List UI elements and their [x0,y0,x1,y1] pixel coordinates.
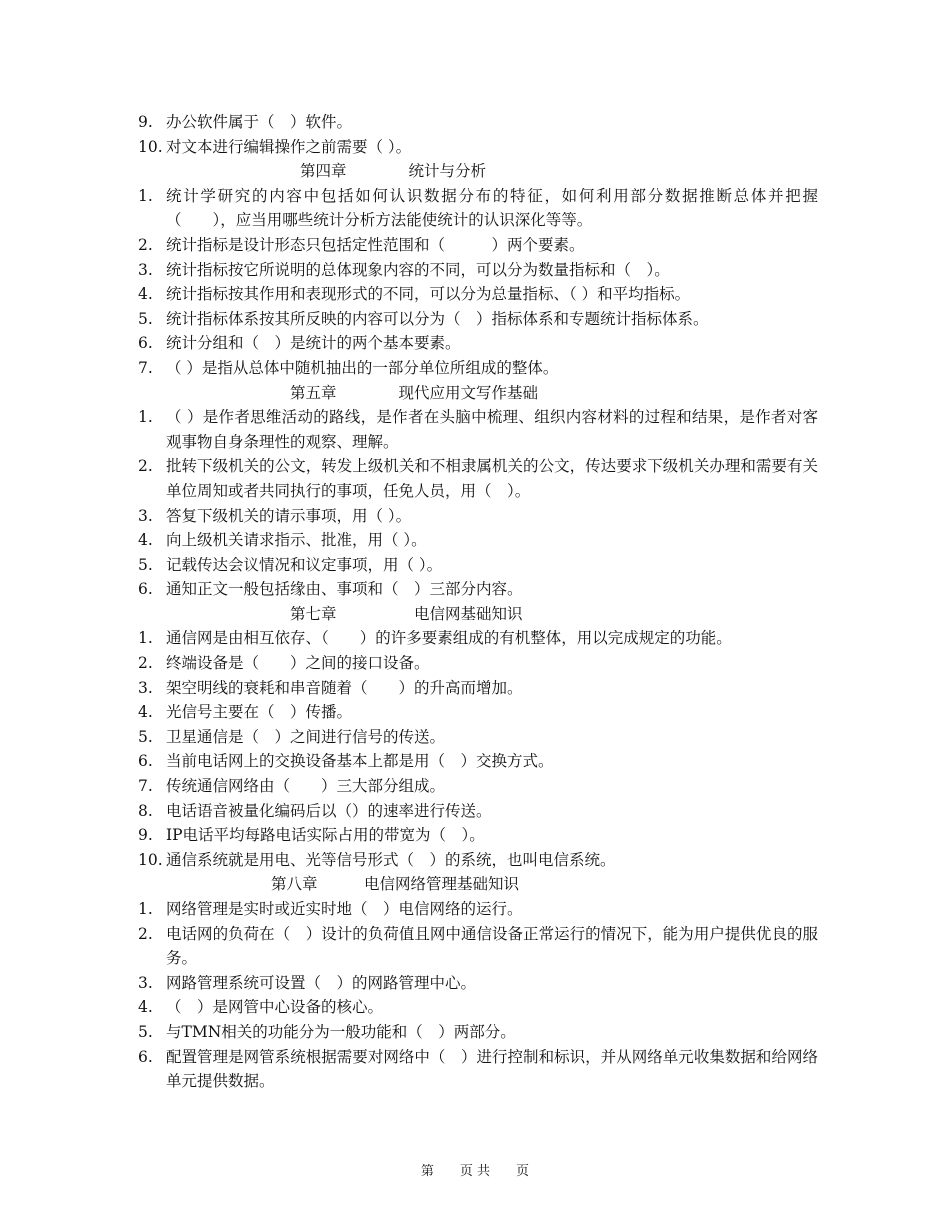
question-item [138,282,818,307]
question-item [138,405,818,454]
question-text: 网络管理是实时或近实时地（ ）电信网络的运行。 [166,900,523,918]
question-item [138,110,818,135]
question-item [138,799,818,824]
question-item [138,749,818,774]
question-number: 4. [138,285,153,304]
question-text: 与TMN相关的功能分为一般功能和（ ）两部分。 [166,1022,516,1041]
question-number: 3. [138,260,153,279]
question-number: 2. [138,654,153,673]
question-number: 10. [138,850,163,869]
question-item [138,995,818,1020]
question-text: 办公软件属于（ ）软件。 [166,113,353,131]
question-text: 当前电话网上的交换设备基本上都是用（ ）交换方式。 [166,752,554,771]
question-item [138,897,818,922]
question-item [138,774,818,799]
question-number: 5. [138,1022,153,1041]
chapter-heading: 第五章 现代应用文写作基础 [290,383,539,402]
question-number: 6. [138,752,153,771]
question-number: 1. [138,408,153,427]
question-item [138,1020,818,1045]
question-item [138,356,818,381]
question-item [138,504,818,529]
chapter-heading: 第四章 统计与分析 [300,162,487,181]
question-text: 配置管理是网管系统根据需要对网络中（ ）进行控制和标识，并从网络单元收集数据和给网络单元提供数据。 [166,1047,818,1091]
question-number: 1. [138,900,153,918]
question-item [138,651,818,676]
question-item [138,971,818,996]
question-number: 9. [138,113,153,131]
question-item [138,848,818,873]
question-number: 4. [138,531,153,550]
chapter-heading: 第八章 电信网络管理基础知识 [271,875,520,894]
question-item [138,577,818,602]
question-number: 5. [138,309,153,328]
question-number: 7. [138,358,153,377]
question-number: 5. [138,555,153,574]
document-page [138,110,818,1094]
question-text: 通知正文一般包括缘由、事项和（ ）三部分内容。 [166,580,523,599]
question-item [138,135,818,160]
question-number: 10. [138,137,163,156]
question-text: 传统通信网络由（ ）三大部分组成。 [166,777,446,796]
question-text: 统计指标是设计形态只包括定性范围和（ ）两个要素。 [166,235,585,254]
question-item [138,454,818,503]
question-text: 卫星通信是（ ）之间进行信号的传送。 [166,727,446,746]
question-text: （ ）是作者思维活动的路线，是作者在头脑中梳理、组织内容材料的过程和结果，是作者对客观事物自身条理性的观察、理解。 [166,408,818,451]
question-text: 通信系统就是用电、光等信号形式（ ）的系统，也叫电信系统。 [166,850,616,869]
question-number: 3. [138,678,153,697]
question-text: 统计指标按其作用和表现形式的不同，可以分为总量指标、（ ）和平均指标。 [166,285,691,304]
question-item [138,700,818,725]
question-item [138,258,818,283]
question-text: 网路管理系统可设置（ ）的网路管理中心。 [166,973,477,992]
question-text: 电话语音被量化编码后以（）的速率进行传送。 [166,801,492,820]
question-number: 9. [138,826,153,845]
question-text: 统计指标体系按其所反映的内容可以分为（ ）指标体系和专题统计指标体系。 [166,309,709,328]
question-item [138,331,818,356]
question-number: 3. [138,506,153,525]
question-item [138,1045,818,1094]
question-number: 2. [138,924,153,943]
page-footer: 第 页 共 页 [420,1164,530,1179]
question-text: 统计分组和（ ）是统计的两个基本要素。 [166,334,461,353]
question-text: 统计指标按它所说明的总体现象内容的不同，可以分为数量指标和（ ）。 [166,260,670,279]
question-number: 6. [138,1047,153,1066]
question-number: 6. [138,580,153,599]
chapter-heading: 第七章 电信网基础知识 [290,604,523,623]
question-text: 终端设备是（ ）之间的接口设备。 [166,654,430,673]
question-item [138,528,818,553]
question-text: 批转下级机关的公文，转发上级机关和不相隶属机关的公文，传达要求下级机关办理和需要有关单位周知或者共同执行的事项，任免人员，用（ ）。 [166,457,818,500]
question-number: 7. [138,777,153,796]
question-item [138,184,818,233]
question-number: 3. [138,973,153,992]
question-text: IP电话平均每路电话实际占用的带宽为（ ）。 [166,826,485,845]
question-item [138,725,818,750]
question-item [138,553,818,578]
question-number: 5. [138,727,153,746]
question-text: 对文本进行编辑操作之前需要（ ）。 [166,137,412,156]
question-item [138,676,818,701]
question-text: 记载传达会议情况和议定事项，用（ ）。 [166,555,443,574]
question-number: 2. [138,457,153,476]
question-number: 1. [138,629,153,648]
question-text: 架空明线的衰耗和串音随着（ ）的升高而增加。 [166,678,523,697]
question-text: 光信号主要在（ ）传播。 [166,703,353,722]
question-text: 向上级机关请求指示、批准，用（ ）。 [166,531,427,550]
question-number: 1. [138,186,153,205]
question-number: 4. [138,703,153,722]
question-item [138,626,818,651]
question-item [138,922,818,971]
question-item [138,307,818,332]
question-number: 2. [138,235,153,254]
question-text: （ ）是网管中心设备的核心。 [166,998,384,1017]
question-text: 通信网是由相互依存、（ ）的许多要素组成的有机整体，用以完成规定的功能。 [166,629,732,648]
question-item [138,233,818,258]
question-number: 8. [138,801,153,820]
question-item [138,823,818,848]
question-text: 统计学研究的内容中包括如何认识数据分布的特征，如何利用部分数据推断总体并把握（ ），应当用哪些统计分析方法能使统计的认识深化等等。 [166,186,818,230]
question-text: 电话网的负荷在（ ）设计的负荷值且网中通信设备正常运行的情况下，能为用户提供优良的服务。 [166,924,818,968]
question-number: 6. [138,334,153,353]
question-text: 答复下级机关的请示事项，用（ ）。 [166,506,412,525]
question-text: （ ）是指从总体中随机抽出的一部分单位所组成的整体。 [166,358,559,377]
question-number: 4. [138,998,153,1017]
